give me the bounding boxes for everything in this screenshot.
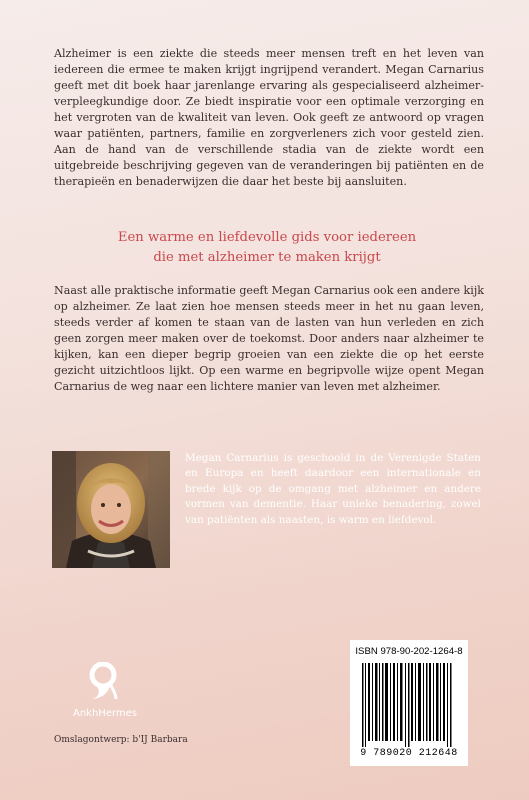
pull-quote-line-2: die met alzheimer te maken krijgt: [153, 250, 381, 265]
barcode-bars: [358, 663, 460, 747]
isbn-barcode-box: [350, 640, 468, 766]
publisher-name: AnkhHermes: [73, 708, 138, 719]
barcode-number: 9 789020 212648: [360, 748, 458, 759]
author-bio: Megan Carnarius is geschoold in de Verenigde Staten en Europa en heeft daardoor een internationale en brede kijk op de omgang met alzheimer en andere vormen van dementie. Haar unieke benadering, zowel van patiënten als naasten, is warm en liefdevol.: [185, 452, 481, 526]
ankh-hermes-icon: [86, 662, 120, 700]
pull-quote: [52, 228, 482, 268]
second-paragraph: Naast alle praktische informatie geeft Megan Carnarius ook een andere kijk op alzheimer. Ze laat zien hoe mensen steeds meer in het nu gaan leven, steeds verder af komen te staan van de lasten van hun verleden en zich geen zorgen meer maken over de toekomst. Door anders naar alzheimer te kijken, kan een dieper begrip groeien van een ziekte die op het eerste gezicht uitzichtloos lijkt. Op een warme en begripvolle wijze opent Megan Carnarius de weg naar een lichtere manier van leven met alzheimer.: [54, 284, 484, 393]
intro-paragraph: Alzheimer is een ziekte die steeds meer mensen treft en het leven van iedereen die ermee te maken krijgt ingrijpend verandert. Megan Carnarius geeft met dit boek haar jarenlange ervaring als gespecialiseerd alzheimer-verpleegkundige door. Ze biedt inspiratie voor een optimale verzorging en het vergroten van de kwaliteit van leven. Ook geeft ze antwoord op vragen waar patiënten, partners, familie en zorgverleners zich voor gesteld zien. Aan de hand van de verschillende stadia van de ziekte wordt een uitgebreide beschrijving gegeven van de veranderingen bij patiënten en de therapieën en benaderwijzen die daar het beste bij aansluiten.: [54, 47, 484, 188]
author-photo: [52, 451, 170, 568]
isbn-label: ISBN 978-90-202-1264-8: [355, 646, 463, 657]
pull-quote-line-1: Een warme en liefdevolle gids voor iedereen: [117, 230, 417, 245]
publisher-logo: [73, 662, 138, 719]
cover-credit: Omslagontwerp: b'IJ Barbara: [54, 735, 188, 745]
